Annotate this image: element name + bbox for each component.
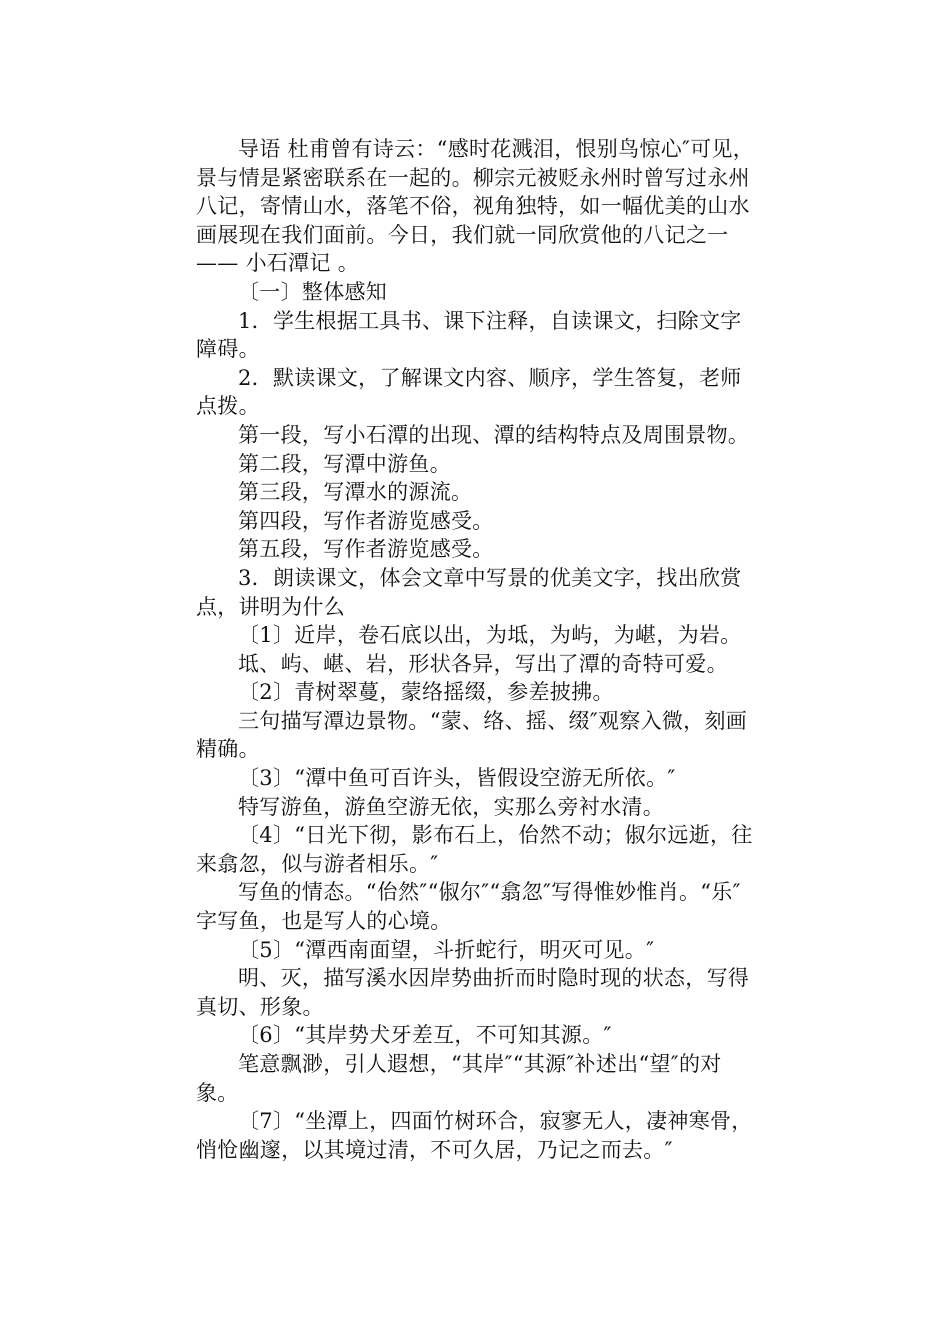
paragraph-segment-3: 第三段，写潭水的源流。 [238, 480, 473, 505]
paragraph-quote-5: 〔5〕“潭西南面望，斗折蛇行，明灭可见。″ [238, 937, 655, 962]
paragraph-segment-5: 第五段，写作者游览感受。 [238, 537, 494, 562]
document-body [196, 135, 756, 1164]
paragraph-note-4: 写鱼的情态。“佁然″“俶尔″“翕忽″写得惟妙惟肖。“乐″字写鱼，也是写人的心境。 [196, 880, 741, 934]
paragraph-note-5: 明、灭，描写溪水因岸势曲折而时隐时现的状态，写得真切、形象。 [196, 966, 750, 1019]
paragraph-quote-1: 〔1〕近岸，卷石底以出，为坻，为屿，为嵁，为岩。 [238, 623, 742, 648]
paragraph-segment-2: 第二段，写潭中游鱼。 [238, 451, 451, 476]
paragraph-step-1: 1．学生根据工具书、课下注释，自读课文，扫除文字障碍。 [196, 308, 742, 362]
paragraph-quote-4: 〔4〕“日光下彻，影布石上，佁然不动；俶尔远逝，往来翕忽，似与游者相乐。″ [196, 823, 753, 876]
paragraph-note-1: 坻、屿、嵁、岩，形状各异，写出了潭的奇特可爱。 [238, 651, 728, 676]
paragraph-segment-1: 第一段，写小石潭的出现、潭的结构特点及周围景物。 [238, 422, 750, 447]
paragraph-note-2: 三句描写潭边景物。“蒙、络、摇、缀″观察入微，刻画精确。 [196, 708, 748, 762]
paragraph-step-3: 3．朗读课文，体会文章中写景的优美文字，找出欣赏点，讲明为什么 [196, 565, 742, 619]
paragraph-note-3: 特写游鱼，游鱼空游无依，实那么旁衬水清。 [238, 794, 664, 819]
paragraph-intro: 导语 杜甫曾有诗云：“感时花溅泪，恨别鸟惊心″可见，景与情是紧密联系在一起的。柳宗元被贬永州时曾写过永州八记，寄情山水，落笔不俗，视角独特，如一幅优美的山水画展现在我们面前。今日，我们就一同欣赏他的八记之一—— 小石潭记 。 [196, 137, 755, 276]
paragraph-quote-2: 〔2〕青树翠蔓，蒙络摇缀，参差披拂。 [238, 680, 614, 705]
paragraph-note-6: 笔意飘渺，引人遐想，“其岸″“其源″补述出“望″的对象。 [196, 1052, 722, 1105]
paragraph-step-2: 2．默读课文，了解课文内容、顺序，学生答复，老师点拨。 [196, 365, 742, 419]
paragraph-quote-6: 〔6〕“其岸势犬牙差互，不可知其源。″ [238, 1023, 612, 1048]
section-heading: 〔一〕整体感知 [238, 279, 388, 304]
paragraph-segment-4: 第四段，写作者游览感受。 [238, 508, 494, 533]
paragraph-quote-7: 〔7〕“坐潭上，四面竹树环合，寂寥无人，凄神寒骨，悄怆幽邃，以其境过清，不可久居，乃记之而去。″ [196, 1109, 753, 1162]
paragraph-quote-3: 〔3〕“潭中鱼可百许头，皆假设空游无所依。″ [238, 766, 676, 791]
